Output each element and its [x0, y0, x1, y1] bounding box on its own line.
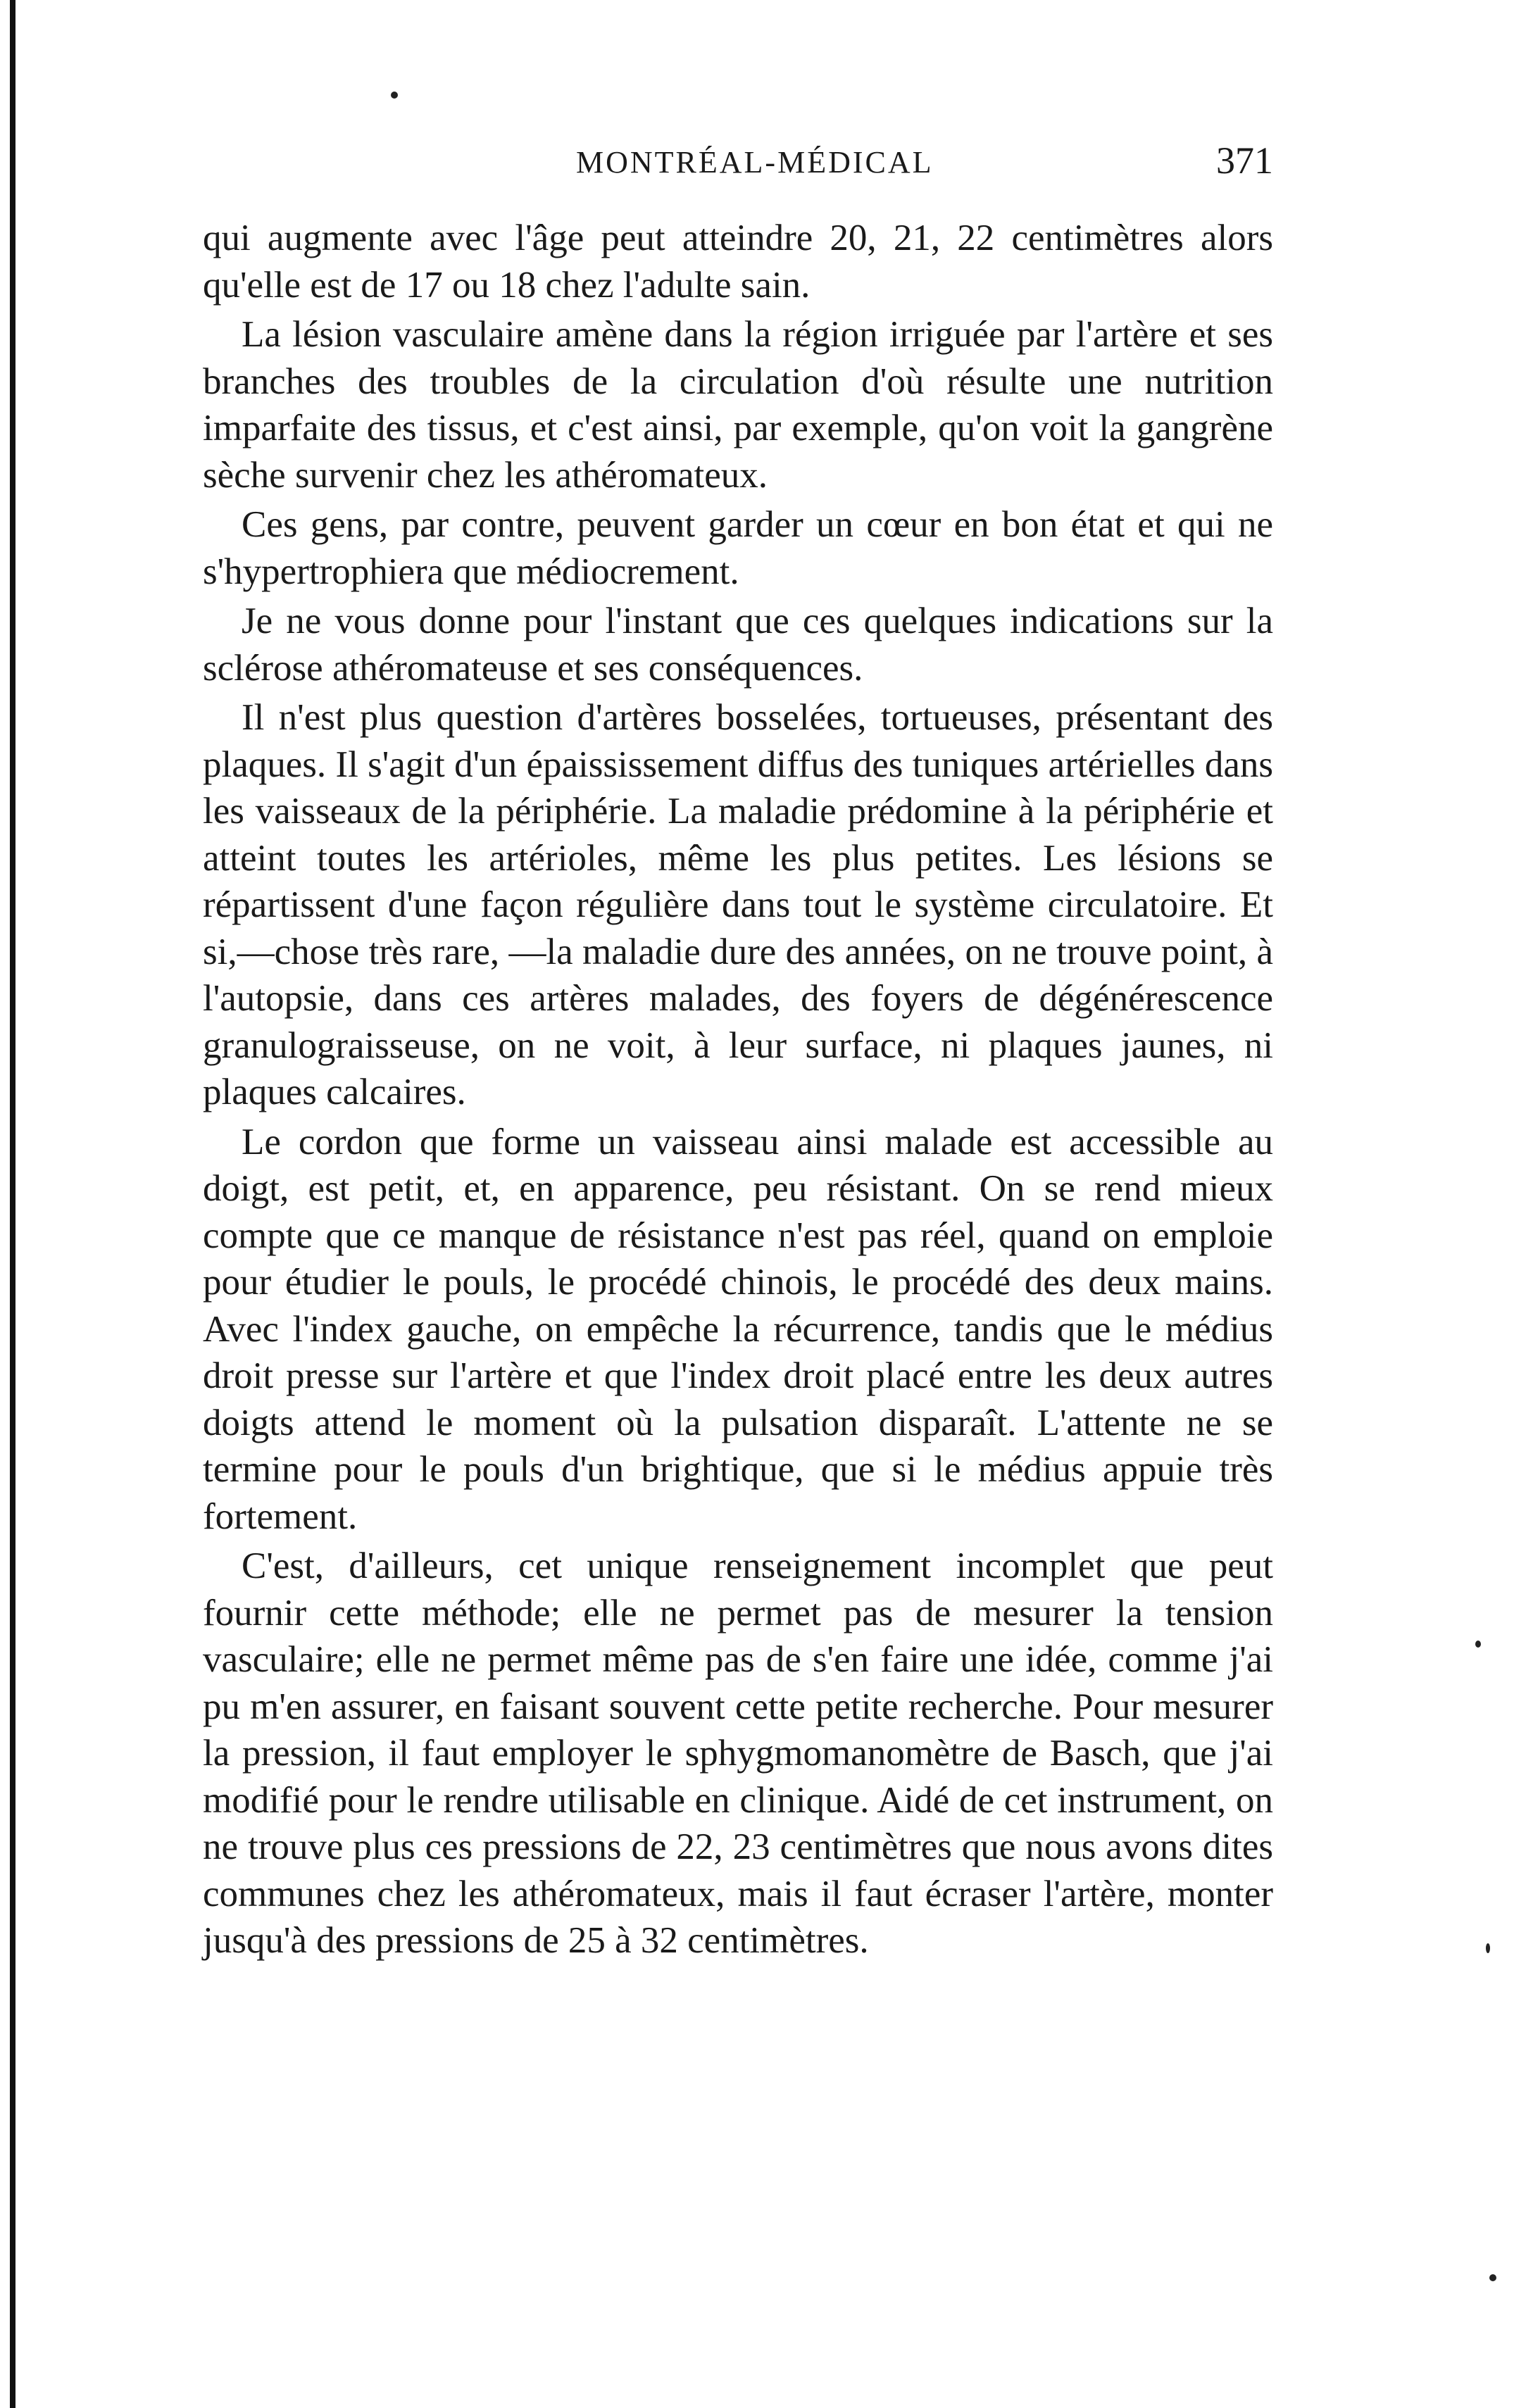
- page-number: 371: [1216, 139, 1273, 182]
- paragraph: C'est, d'ailleurs, cet unique renseignement incomplet que peut fournir cette méthode; elle ne permet pas de mesurer la tension vasculaire; elle ne permet même pas de s'en faire une idée, comme j'ai pu m'en assurer, en faisant souvent cette petite recherche. Pour mesurer la pression, il faut employer le sphygmomanomètre de Basch, que j'ai modifié pour le rendre utilisable en clinique. Aidé de cet instrument, on ne trouve plus ces pressions de 22, 23 centimètres que nous avons dites communes chez les athéromateux, mais il faut écraser l'artère, monter jusqu'à des pressions de 25 à 32 centimètres.: [203, 1545, 1273, 1961]
- paragraph: Je ne vous donne pour l'instant que ces quelques indications sur la sclérose athéromateuse et ses conséquences.: [203, 601, 1273, 689]
- paragraph: qui augmente avec l'âge peut atteindre 20, 21, 22 centimètres alors qu'elle est de 17 ou 18 chez l'adulte sain.: [203, 218, 1273, 306]
- body-text: [203, 215, 1273, 1967]
- paragraph: Il n'est plus question d'artères bosselées, tortueuses, présentant des plaques. Il s'agit d'un épaississement diffus des tuniques artérielles dans les vaisseaux de la périphérie. La maladie prédomine à la périphérie et atteint toutes les artérioles, même les plus petites. Les lésions se répartissent d'une façon régulière dans tout le système circulatoire. Et si,—chose très rare, —la maladie dure des années, on ne trouve point, à l'autopsie, dans ces artères malades, des foyers de dégénérescence granulograisseuse, on ne voit, à leur surface, ni plaques jaunes, ni plaques calcaires.: [203, 697, 1273, 1112]
- scan-speck: [1489, 2274, 1496, 2281]
- page-header: [203, 139, 1273, 194]
- scan-speck: [1486, 1943, 1490, 1953]
- page-edge-rule: [10, 0, 15, 2408]
- paragraph: La lésion vasculaire amène dans la région irriguée par l'artère et ses branches des troubles de la circulation d'où résulte une nutrition imparfaite des tissus, et c'est ainsi, par exemple, qu'on voit la gangrène sèche survenir chez les athéromateux.: [203, 314, 1273, 496]
- scan-speck: [1475, 1641, 1481, 1648]
- running-title: MONTRÉAL-MÉDICAL: [576, 145, 934, 180]
- scan-speck: [391, 92, 398, 99]
- paragraph: Ces gens, par contre, peuvent garder un cœur en bon état et qui ne s'hypertrophiera que médiocrement.: [203, 504, 1273, 592]
- paragraph: Le cordon que forme un vaisseau ainsi malade est accessible au doigt, est petit, et, en apparence, peu résistant. On se rend mieux compte que ce manque de résistance n'est pas réel, quand on emploie pour étudier le pouls, le procédé chinois, le procédé des deux mains. Avec l'index gauche, on empêche la récurrence, tandis que le médius droit presse sur l'artère et que l'index droit placé entre les deux autres doigts attend le moment où la pulsation disparaît. L'attente ne se termine pour le pouls d'un brightique, que si le médius appuie très fortement.: [203, 1121, 1273, 1537]
